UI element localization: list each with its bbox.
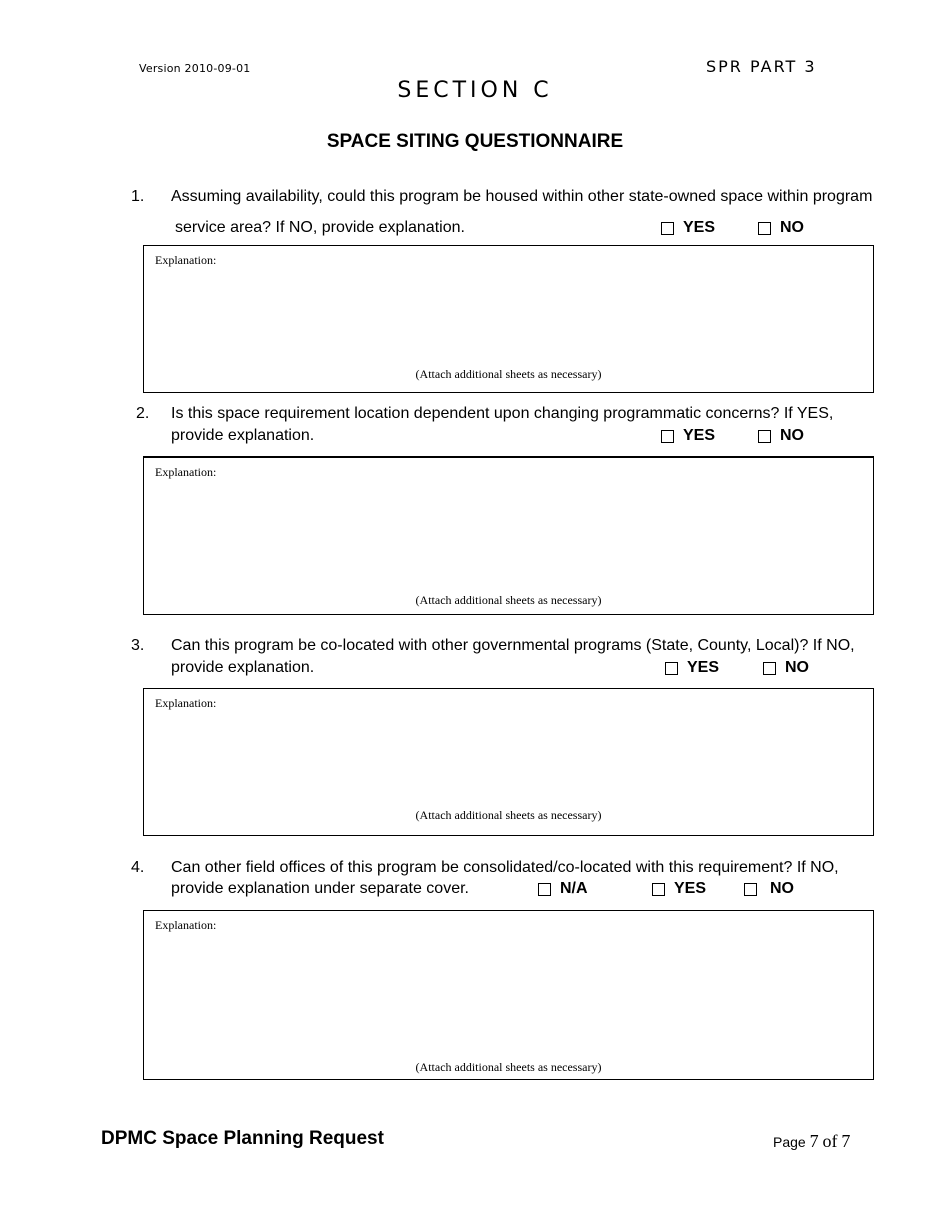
question-4-yes-label: YES — [674, 880, 707, 897]
question-3-text-line2: provide explanation. — [171, 659, 315, 676]
question-1-explanation-label: Explanation: — [155, 253, 217, 267]
question-4-explanation-box[interactable] — [143, 910, 874, 1080]
question-2-explanation-box[interactable] — [143, 456, 874, 615]
question-2-yes-checkbox[interactable] — [661, 430, 674, 443]
question-1-attach-note: (Attach additional sheets as necessary) — [415, 367, 602, 381]
question-3-no-checkbox[interactable] — [763, 662, 776, 675]
question-2-no-checkbox[interactable] — [758, 430, 771, 443]
question-1-number: 1. — [131, 188, 145, 205]
question-3-explanation-box[interactable] — [143, 688, 874, 836]
question-2-explanation-label: Explanation: — [155, 465, 217, 479]
question-4-na-checkbox[interactable] — [538, 883, 551, 896]
question-4-number: 4. — [131, 859, 145, 876]
question-3-attach-note: (Attach additional sheets as necessary) — [415, 808, 602, 822]
question-1-yes-checkbox[interactable] — [661, 222, 674, 235]
footer-title: DPMC Space Planning Request — [101, 1128, 384, 1149]
question-1-text-line1: Assuming availability, could this program be housed within other state-owned space within program — [171, 188, 873, 205]
question-3-yes-option[interactable] — [665, 659, 719, 677]
question-1-no-option[interactable] — [758, 219, 804, 237]
section-title: SECTION C — [397, 78, 553, 103]
question-2-text-line2: provide explanation. — [171, 427, 315, 444]
question-3-explanation-label: Explanation: — [155, 696, 217, 710]
spr-part-label: SPR PART 3 — [706, 57, 817, 76]
page-indicator — [773, 1131, 850, 1152]
question-4-na-label: N/A — [560, 880, 588, 897]
question-1-yes-option[interactable] — [661, 219, 715, 237]
question-4-no-label: NO — [770, 880, 794, 897]
question-1-explanation-box[interactable] — [143, 245, 874, 393]
question-4-yes-checkbox[interactable] — [652, 883, 665, 896]
question-1-no-label: NO — [780, 219, 804, 236]
question-3-number: 3. — [131, 637, 145, 654]
question-3-text-line1: Can this program be co-located with other governmental programs (State, County, Local)? If NO, — [171, 637, 855, 654]
page-label: Page — [773, 1134, 806, 1150]
question-4-attach-note: (Attach additional sheets as necessary) — [415, 1060, 602, 1074]
question-1-text-line2: service area? If NO, provide explanation. — [175, 219, 465, 236]
question-4-na-option[interactable] — [538, 880, 588, 898]
page-current: 7 — [809, 1131, 819, 1151]
question-1-yes-label: YES — [683, 219, 716, 236]
question-2-no-option[interactable] — [758, 427, 804, 445]
question-4-explanation-label: Explanation: — [155, 918, 217, 932]
question-2-yes-option[interactable] — [661, 427, 715, 445]
question-2-text-line1: Is this space requirement location dependent upon changing programmatic concerns? If YES, — [171, 405, 834, 422]
question-4-no-option[interactable] — [744, 880, 794, 898]
version-label: Version 2010-09-01 — [139, 62, 251, 75]
question-4-text-line2: provide explanation under separate cover. — [171, 880, 469, 897]
question-4-text-line1: Can other field offices of this program be consolidated/co-located with this requirement? If NO, — [171, 859, 839, 876]
page-of: of — [822, 1131, 838, 1151]
question-3-no-label: NO — [785, 659, 809, 676]
question-4-yes-option[interactable] — [652, 880, 706, 898]
question-2-yes-label: YES — [683, 427, 716, 444]
question-3-no-option[interactable] — [763, 659, 809, 677]
question-1-no-checkbox[interactable] — [758, 222, 771, 235]
page-title: SPACE SITING QUESTIONNAIRE — [326, 131, 624, 152]
question-4-no-checkbox[interactable] — [744, 883, 757, 896]
question-3-yes-label: YES — [687, 659, 720, 676]
question-2-attach-note: (Attach additional sheets as necessary) — [415, 593, 602, 607]
question-2-number: 2. — [136, 405, 150, 422]
page-total: 7 — [841, 1131, 851, 1151]
question-2-no-label: NO — [780, 427, 804, 444]
question-3-yes-checkbox[interactable] — [665, 662, 678, 675]
